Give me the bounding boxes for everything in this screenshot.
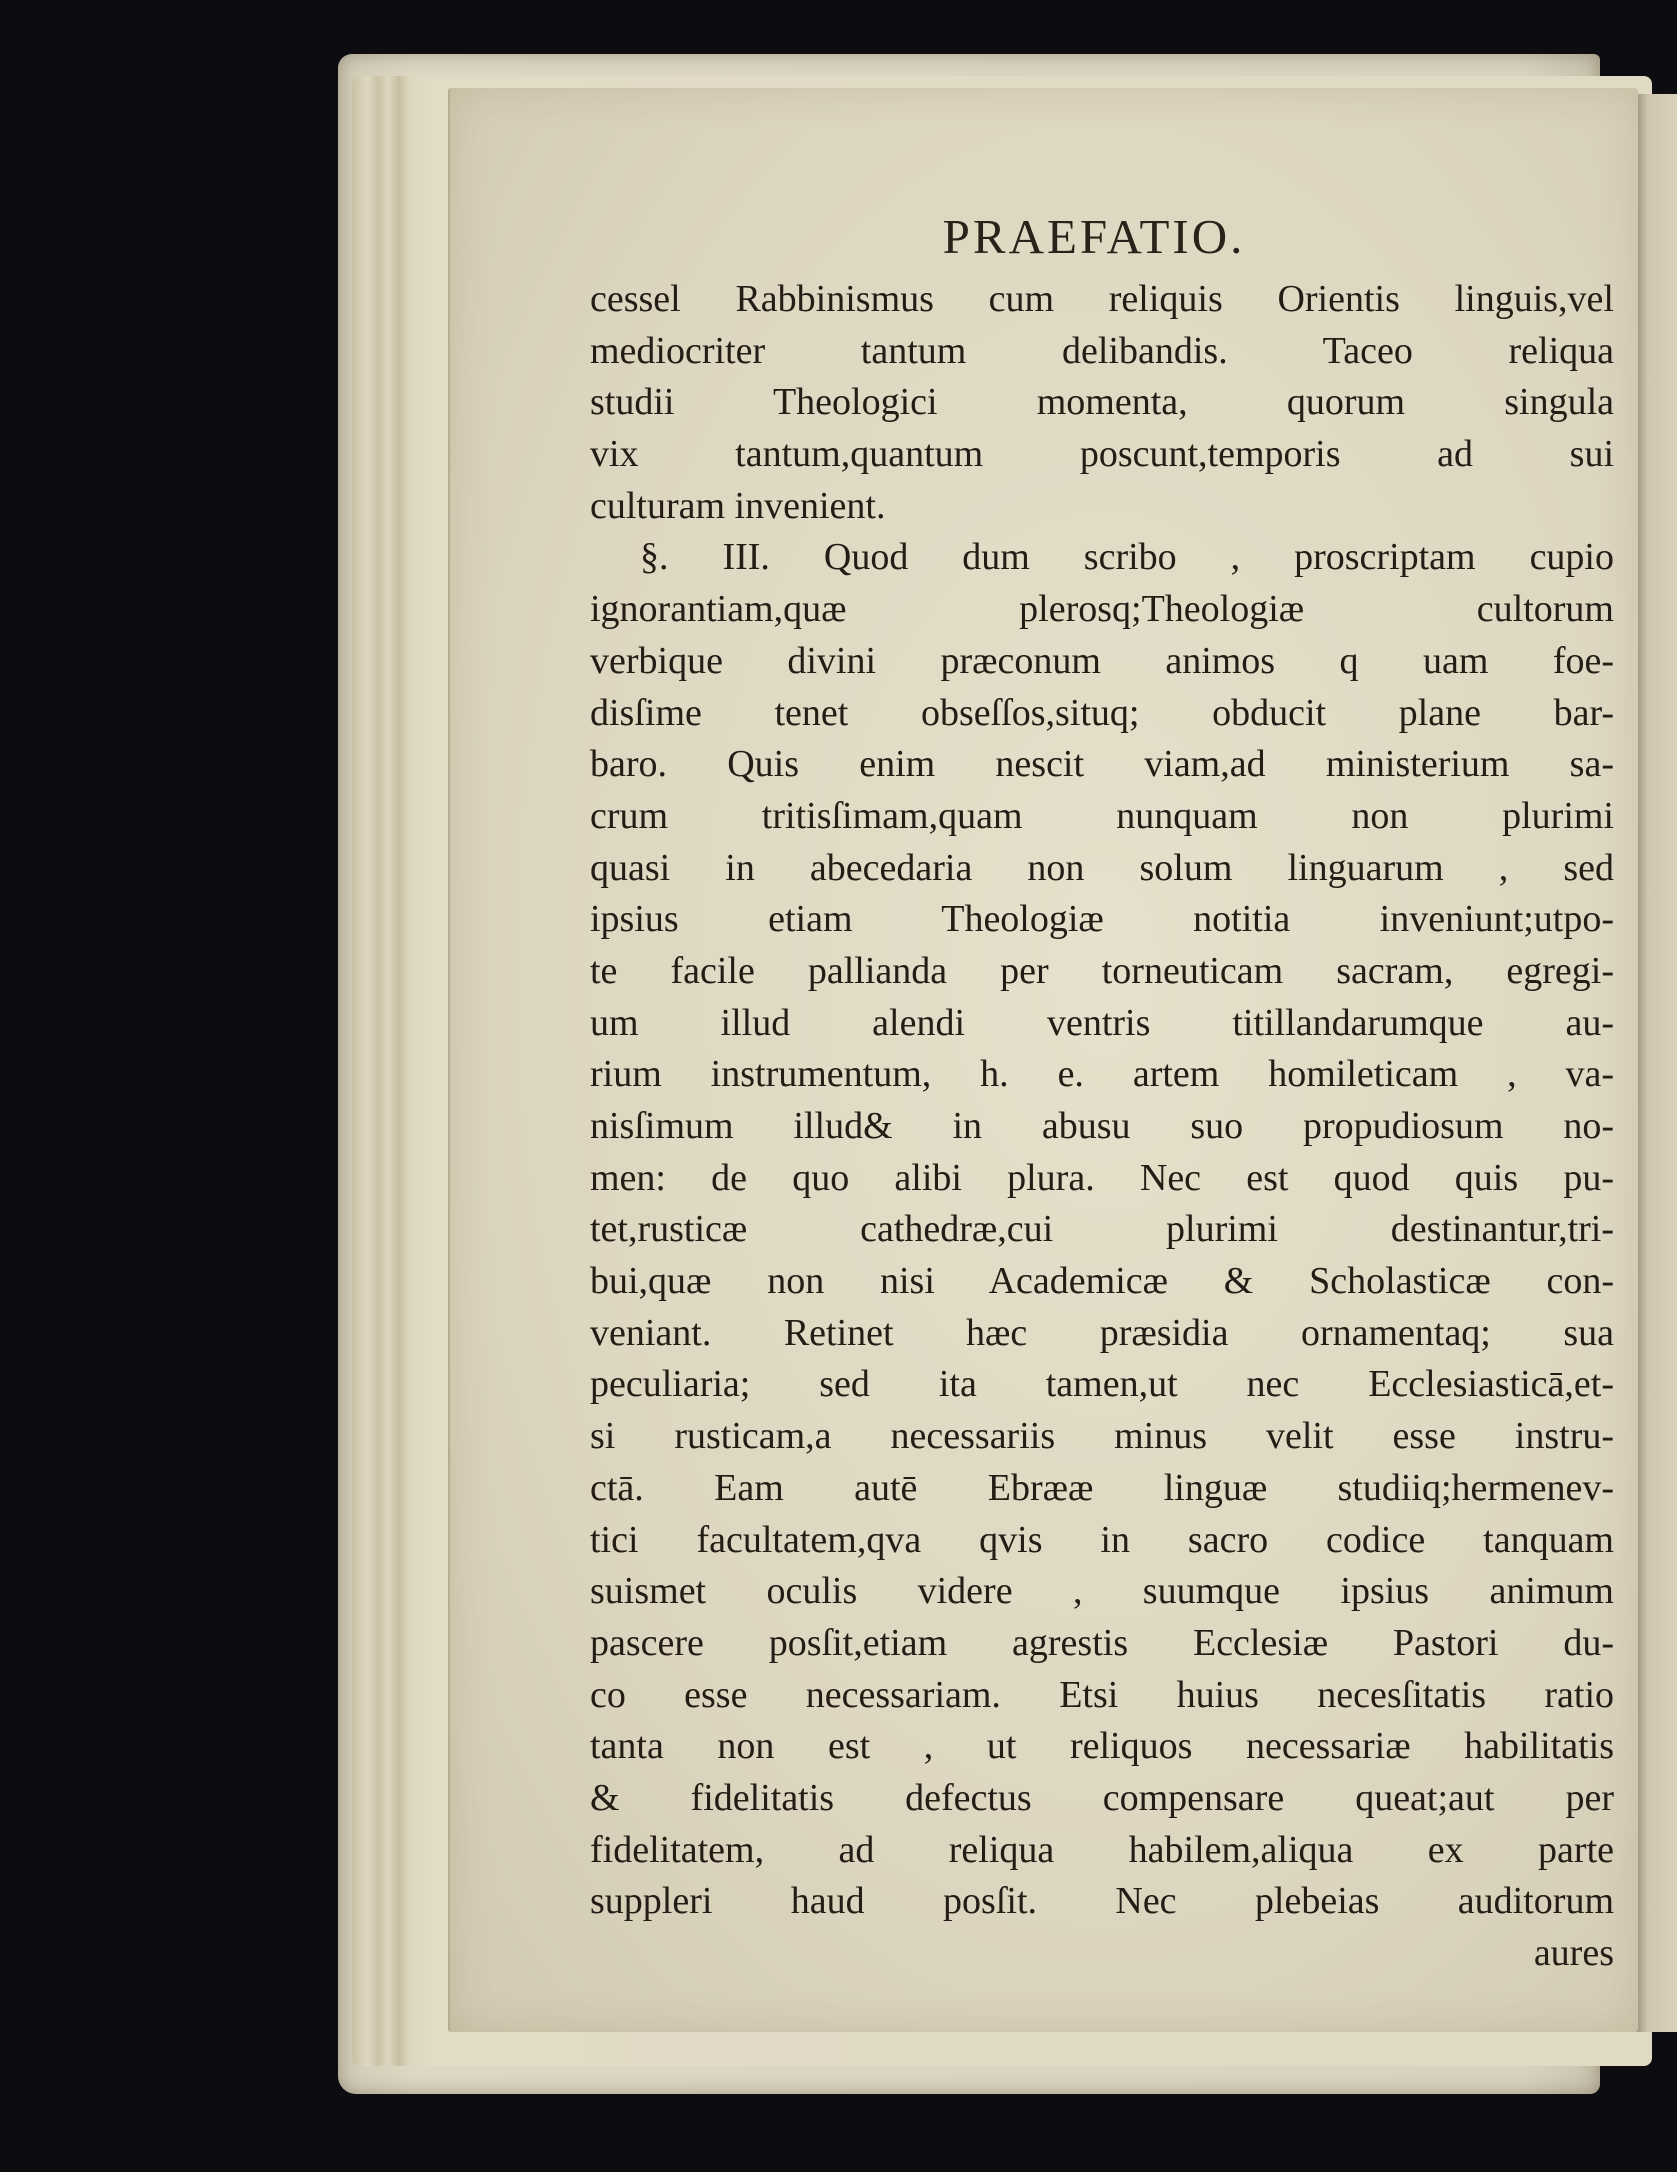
text-line: vix tantum,quantum poscunt,temporis ad sui [590, 433, 1614, 476]
text-line: baro. Quis enim nescit viam,ad ministerium sa- [590, 743, 1614, 786]
text-line: rium instrumentum, h. e. artem homileticam , va- [590, 1053, 1614, 1096]
text-line: nisſimum illud& in abusu suo propudiosum no- [590, 1105, 1614, 1147]
text-line: crum tritisſimam,quam nunquam non plurimi [590, 794, 1614, 837]
text-line: ignorantiam,quæ plerosq;Theologiæ cultorum [590, 588, 1614, 631]
page-text [590, 274, 1614, 1980]
text-line: quasi in abecedaria non solum linguarum , sed [590, 846, 1614, 889]
text-line: culturam invenient. [590, 484, 886, 527]
text-line: tet,rusticæ cathedræ,cui plurimi destinantur,tri- [590, 1208, 1614, 1251]
text-line: bui,quæ non nisi Academicæ & Scholasticæ con- [590, 1260, 1614, 1303]
text-line: veniant. Retinet hæc præsidia ornamentaq; sua [590, 1311, 1614, 1354]
text-line: studii Theologici momenta, quorum singula [590, 381, 1614, 424]
book-page [448, 88, 1638, 2032]
text-line: pascere posſit,etiam agrestis Ecclesiæ Pastori du- [590, 1621, 1614, 1664]
text-line: men: de quo alibi plura. Nec est quod quis pu- [590, 1156, 1614, 1199]
text-line: verbique divini præconum animos q uam foe- [590, 639, 1614, 682]
facing-page-edge [1636, 94, 1677, 2032]
text-line: §. III. Quod dum scribo , proscriptam cupio [640, 536, 1614, 579]
text-line: tanta non est , ut reliquos necessariæ habilitatis [590, 1725, 1614, 1768]
text-line: mediocriter tantum delibandis. Taceo reliqua [590, 329, 1614, 372]
book [338, 54, 1677, 2094]
running-head: PRAEFATIO. [942, 209, 1246, 264]
text-line: disſime tenet obseſſos,situq; obducit plane bar- [590, 691, 1614, 734]
text-line: si rusticam,a necessariis minus velit esse instru- [590, 1415, 1614, 1458]
text-line: suismet oculis videre , suumque ipsius animum [590, 1570, 1614, 1613]
text-line: ipsius etiam Theologiæ notitia inveniunt;utpo- [590, 898, 1614, 941]
text-line: & fidelitatis defectus compensare queat;aut per [590, 1776, 1614, 1819]
text-line: ctā. Eam autē Ebrææ linguæ studiiq;hermenev- [590, 1466, 1614, 1509]
text-line: fidelitatem, ad reliqua habilem,aliqua ex parte [590, 1828, 1614, 1871]
text-line: um illud alendi ventris titillandarumque au- [590, 1001, 1614, 1044]
text-line: te facile pallianda per torneuticam sacram, egregi- [590, 949, 1614, 992]
text-line: cessel Rabbinismus cum reliquis Orientis linguis,vel [590, 278, 1614, 320]
text-line: tici facultatem,qva qvis in sacro codice tanquam [590, 1518, 1614, 1561]
text-line: co esse necessariam. Etsi huius necesſitatis ratio [590, 1673, 1614, 1716]
text-line: suppleri haud posſit. Nec plebeias auditorum [590, 1880, 1614, 1923]
text-line: peculiaria; sed ita tamen,ut nec Ecclesiasticā,et- [590, 1363, 1614, 1406]
catchword: aures [1533, 1932, 1614, 1974]
